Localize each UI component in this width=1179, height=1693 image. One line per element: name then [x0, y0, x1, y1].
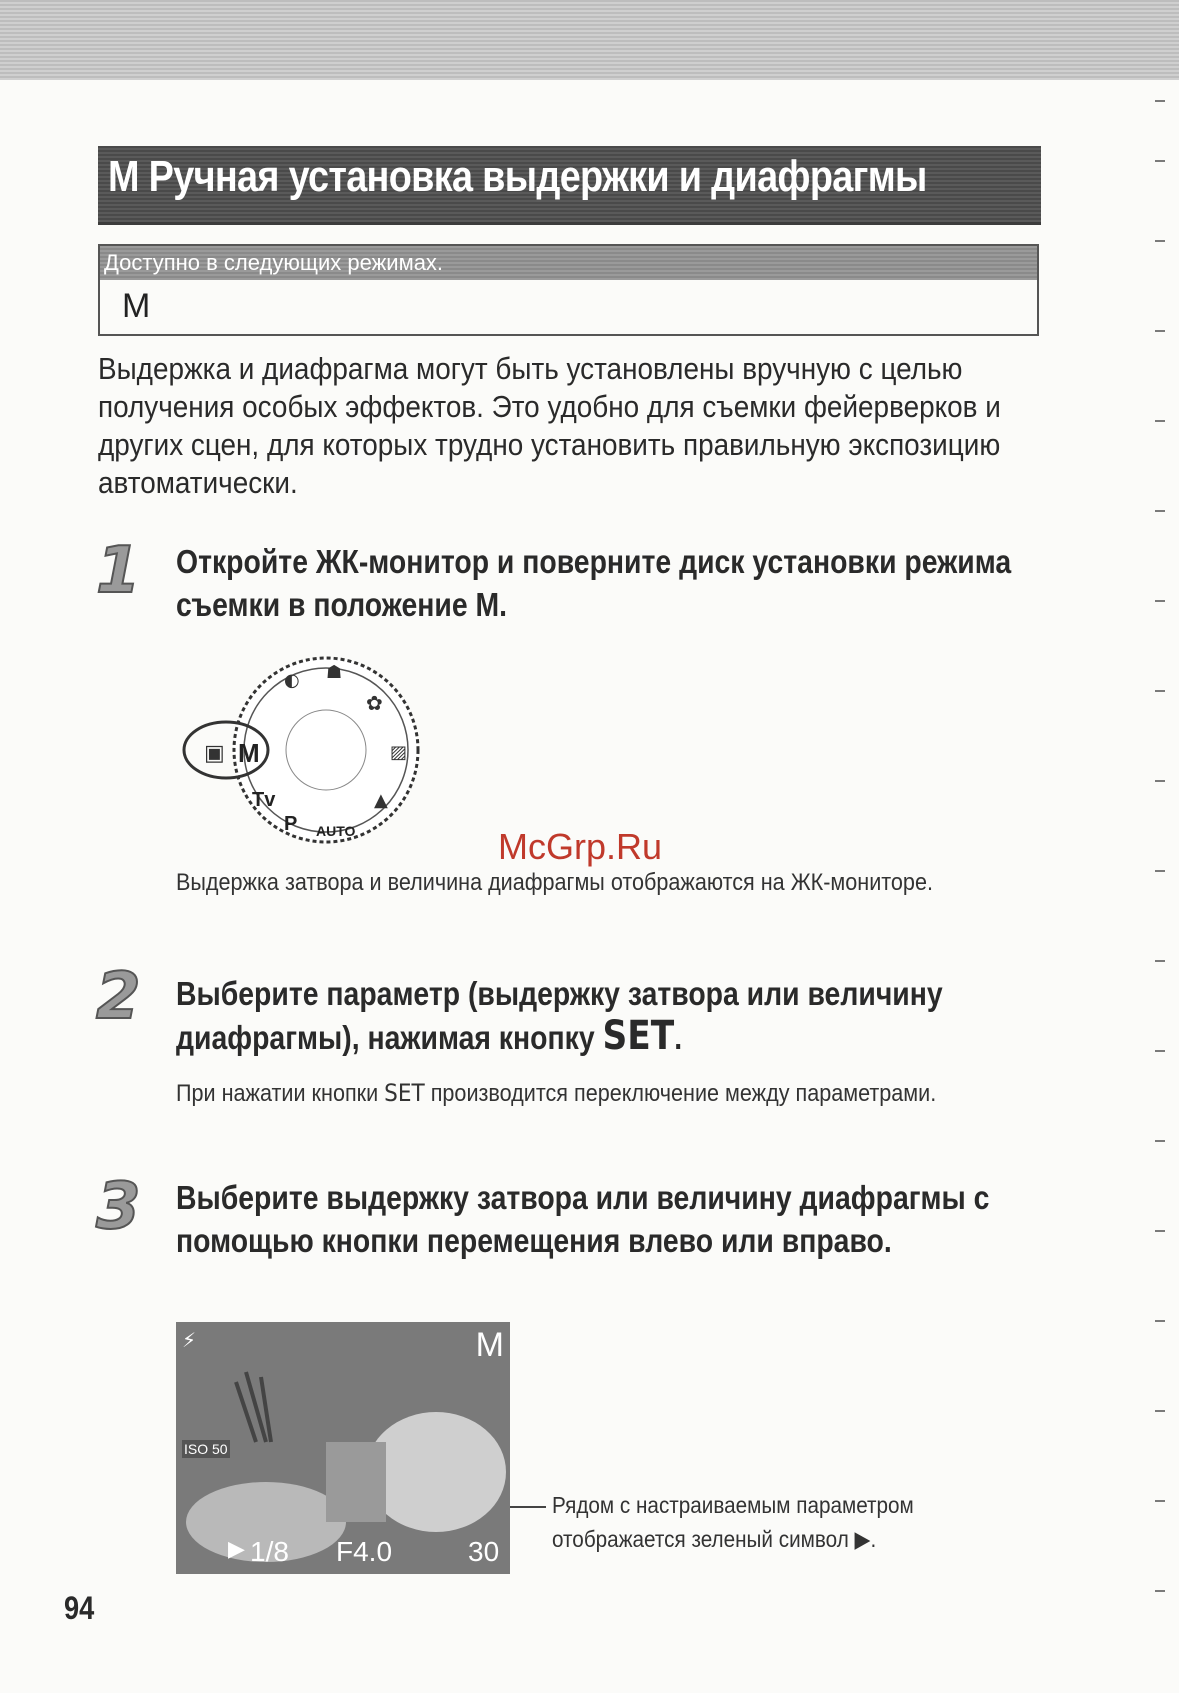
dial-label-auto: AUTO	[316, 823, 356, 839]
section-title-bar	[98, 146, 1041, 225]
step-2-heading	[176, 972, 1062, 1059]
step-2-note-text: При нажатии кнопки	[176, 1080, 385, 1107]
available-modes-value: M	[122, 287, 151, 325]
section-title: M Ручная установка выдержки и диафрагмы	[108, 152, 927, 201]
page-top-band	[0, 0, 1179, 80]
page-number: 94	[64, 1590, 95, 1626]
green-arrow-icon: ▶	[228, 1536, 245, 1561]
step-1-number: 1	[96, 534, 141, 608]
step-2-heading-text: Выберите параметр (выдержку затвора или величину диафрагмы), нажимая кнопку	[176, 975, 943, 1056]
scene-icon: ◐	[284, 670, 300, 691]
step-1-heading: Откройте ЖК-монитор и поверните диск установки режима съемки в положение M.	[176, 543, 1012, 623]
set-button-label-inline: SET	[384, 1079, 425, 1107]
movie-icon: ▲	[374, 790, 388, 811]
callout-leader-line	[510, 1506, 546, 1508]
step-2-note-end: производится переключение между параметрами.	[424, 1080, 937, 1107]
lcd-callout-text: Рядом с настраиваемым параметром отображается зеленый символ ▶.	[552, 1492, 914, 1552]
lcd-bottom-bar	[176, 1532, 510, 1574]
dial-label-m: M	[238, 738, 260, 768]
landscape-icon: ☗	[326, 662, 343, 683]
set-button-label: SET	[602, 1013, 675, 1059]
dial-label-p: P	[284, 813, 298, 835]
step-3-number: 3	[96, 1170, 141, 1244]
watermark: McGrp.Ru	[498, 826, 663, 867]
stitch-icon: ▨	[390, 742, 408, 763]
step-3-heading: Выберите выдержку затвора или величину диафрагмы с помощью кнопки перемещения влево или вправо.	[176, 1179, 990, 1259]
camera-icon: ▣	[204, 741, 225, 766]
lcd-aperture-value: F4.0	[336, 1536, 393, 1567]
step-2-number: 2	[96, 960, 141, 1034]
flash-icon: ⚡	[182, 1330, 197, 1352]
lcd-screen-example	[176, 1322, 510, 1574]
lcd-mode-indicator: M	[475, 1326, 504, 1364]
dial-label-tv: Tv	[252, 789, 276, 811]
intro-paragraph: Выдержка и диафрагма могут быть установлены вручную с целью получения особых эффектов. Это удобно для съемки фейерверков и других сцен, для которых трудно установить правильную экспозицию автоматически.	[98, 351, 1001, 500]
lcd-shutter-value: 1/8	[250, 1536, 289, 1567]
iso-indicator: ISO 50	[184, 1441, 228, 1457]
available-modes-label: Доступно в следующих режимах.	[100, 246, 1037, 280]
lcd-shots-remaining: 30	[468, 1536, 500, 1567]
mode-dial-diagram	[176, 650, 436, 850]
portrait-icon: ✿	[366, 691, 383, 715]
step-2-note	[176, 1076, 1031, 1111]
step-2-heading-end: .	[674, 1019, 683, 1056]
available-modes-box	[98, 244, 1039, 336]
step-1-note: Выдержка затвора и величина диафрагмы отображаются на ЖК-мониторе.	[176, 869, 933, 896]
page-edge-marks	[1145, 100, 1165, 1660]
